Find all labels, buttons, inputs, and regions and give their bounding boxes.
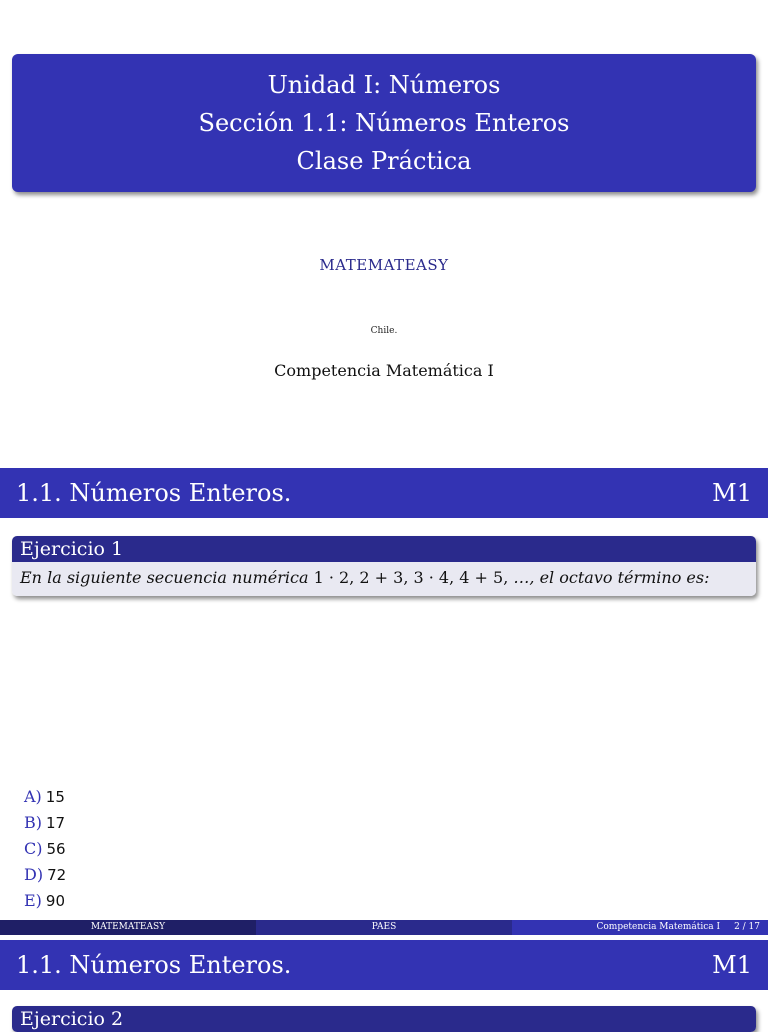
footer-course: Competencia Matemática I	[596, 922, 721, 932]
option-e[interactable]	[24, 888, 66, 914]
exercise-title-next: Ejercicio 2	[12, 1006, 756, 1032]
frame-title: 1.1. Números Enteros.	[16, 479, 292, 507]
option-value: 56	[46, 840, 66, 858]
option-value: 15	[45, 788, 65, 806]
exercise-body	[12, 562, 756, 596]
option-d[interactable]	[24, 862, 66, 888]
exercise-title: Ejercicio 1	[12, 536, 756, 562]
exercise-block	[12, 536, 756, 596]
frame-tag: M1	[712, 479, 752, 507]
course-name: Competencia Matemática I	[274, 361, 494, 380]
footer-right	[512, 920, 768, 935]
footer-page-number: 2 / 17	[734, 922, 760, 932]
author: MATEMATEASY	[319, 256, 449, 274]
exercise-text-after: …, el octavo término es:	[513, 568, 710, 587]
title-line-3: Clase Práctica	[296, 147, 472, 175]
title-line-2: Sección 1.1: Números Enteros	[198, 109, 570, 137]
option-letter: A)	[24, 787, 42, 806]
frame-header-next	[0, 940, 768, 990]
title-line-1: Unidad I: Números	[267, 71, 501, 99]
exercise-text-before: En la siguiente secuencia numérica	[20, 568, 309, 587]
option-a[interactable]	[24, 784, 66, 810]
option-value: 90	[45, 892, 66, 910]
footer-author: MATEMATEASY	[0, 920, 256, 935]
option-value: 17	[46, 814, 66, 832]
exercise-sequence: 1 · 2, 2 + 3, 3 · 4, 4 + 5,	[313, 568, 509, 587]
exercise-block-next	[12, 1006, 756, 1032]
frame-header	[0, 468, 768, 518]
option-letter: E)	[24, 891, 42, 910]
institute: Chile.	[370, 326, 398, 336]
frame-tag-next: M1	[712, 951, 752, 979]
title-box	[12, 54, 756, 192]
footer-center: PAES	[256, 920, 512, 935]
option-b[interactable]	[24, 810, 66, 836]
option-value: 72	[47, 866, 67, 884]
slide-footer	[0, 920, 768, 935]
option-letter: D)	[24, 865, 44, 884]
frame-title-next: 1.1. Números Enteros.	[16, 951, 292, 979]
answer-options	[24, 784, 66, 914]
option-c[interactable]	[24, 836, 66, 862]
option-letter: B)	[24, 813, 42, 832]
option-letter: C)	[24, 839, 43, 858]
